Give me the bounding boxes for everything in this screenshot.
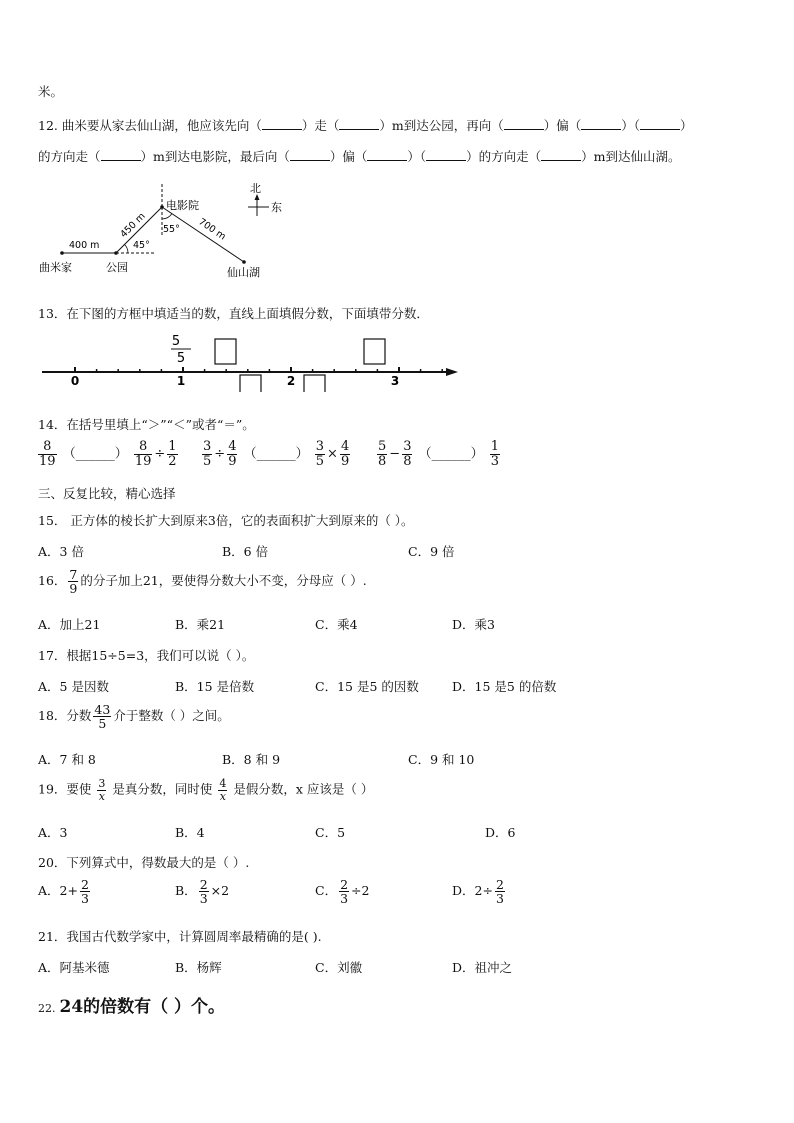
cinema-label: 电影院 bbox=[166, 199, 199, 212]
operator: − bbox=[389, 446, 401, 462]
compare-blank[interactable]: （______） bbox=[62, 446, 128, 462]
fraction: $\frac{7}{9}$ bbox=[69, 567, 78, 597]
fraction: $\frac{8}{19}$ bbox=[39, 439, 56, 469]
operator: ÷ bbox=[214, 446, 226, 462]
q13-text: 13．在下图的方框中填适当的数，直线上面填假分数，下面填带分数． bbox=[38, 306, 429, 321]
q19-post: 是假分数，x 应该是（ ） bbox=[233, 781, 374, 797]
q15-text: 15． 正方体的棱长扩大到原来3倍，它的表面积扩大到原来的（ ）。 bbox=[38, 513, 414, 528]
q12-blank[interactable] bbox=[101, 150, 141, 161]
angle-45-label: 45° bbox=[133, 240, 150, 251]
q12-blank[interactable] bbox=[262, 119, 302, 130]
tick-label-0: 0 bbox=[70, 374, 80, 388]
fraction: $\frac{5}{8}$ bbox=[378, 439, 387, 469]
lake-dot bbox=[242, 260, 246, 264]
q20-option-c[interactable]: C． $\frac{2}{3}$ ÷2 bbox=[315, 877, 370, 907]
q20-option-b[interactable]: B． $\frac{2}{3}$ ×2 bbox=[175, 877, 230, 907]
q16-option-a[interactable]: A．加上21 bbox=[38, 617, 101, 632]
q12-blank[interactable] bbox=[426, 150, 466, 161]
q12-blank[interactable] bbox=[504, 119, 544, 130]
q17-text: 17．根据15÷5=3，我们可以说（ ）。 bbox=[38, 648, 255, 663]
q14-text: 14．在括号里填上“＞”“＜”或者“＝”。 bbox=[38, 417, 255, 432]
dist-400: 400 m bbox=[69, 240, 100, 251]
prev-question-tail: 米。 bbox=[38, 84, 64, 99]
q22 bbox=[38, 992, 225, 1017]
tick-label-1: 1 bbox=[176, 374, 186, 388]
q13-number-line bbox=[38, 330, 468, 392]
q17-option-d[interactable]: D．15 是5 的倍数 bbox=[452, 679, 557, 694]
answer-box-above-1[interactable] bbox=[215, 339, 236, 364]
fraction: $\frac{8}{19}$ bbox=[134, 439, 152, 469]
q19-text bbox=[38, 778, 373, 802]
q18-pre: 18．分数 bbox=[38, 708, 92, 724]
east-label: 东 bbox=[271, 201, 282, 214]
q20-text: 20．下列算式中，得数最大的是（ ）. bbox=[38, 855, 250, 870]
q12-text-1d: ）偏（ bbox=[543, 118, 582, 133]
operator: ÷ bbox=[154, 446, 166, 462]
section-3-heading: 三、反复比较，精心选择 bbox=[38, 486, 176, 501]
axis-arrow-icon bbox=[446, 368, 458, 376]
park-label: 公园 bbox=[106, 261, 128, 274]
fraction: $\frac{4}{9}$ bbox=[340, 439, 350, 469]
q12-blank[interactable] bbox=[541, 150, 581, 161]
q14-item-1 bbox=[36, 440, 180, 468]
fraction: $\frac{1}{3}$ bbox=[490, 439, 500, 469]
q16-text bbox=[38, 568, 367, 595]
q12-line2 bbox=[38, 147, 681, 165]
q17-option-b[interactable]: B．15 是倍数 bbox=[175, 679, 255, 694]
q19-option-d[interactable]: D．6 bbox=[485, 825, 516, 840]
q15-option-b[interactable]: B．6 倍 bbox=[222, 544, 269, 559]
q16-stem: 的分子加上21，要使得分数大小不变，分母应（ ）. bbox=[80, 573, 367, 589]
q12-text-1f: ） bbox=[680, 118, 693, 133]
operator: × bbox=[327, 446, 338, 462]
fraction: $\frac{3}{8}$ bbox=[403, 439, 412, 469]
lake-label: 仙山湖 bbox=[227, 266, 260, 279]
q15-option-c[interactable]: C．9 倍 bbox=[408, 544, 455, 559]
q19-mid: 是真分数，同时使 bbox=[112, 781, 213, 797]
q12-text-2f: ）m到达仙山湖。 bbox=[581, 149, 681, 164]
q12-blank[interactable] bbox=[581, 119, 621, 130]
q21-option-a[interactable]: A．阿基米德 bbox=[38, 960, 110, 975]
q12-text-2d: ）（ bbox=[407, 149, 427, 164]
q19-option-c[interactable]: C．5 bbox=[315, 825, 346, 840]
frac-denominator: 5 bbox=[176, 351, 186, 366]
q12-text-2b: ）m到达电影院，最后向（ bbox=[140, 149, 290, 164]
fraction: $\frac{4}{9}$ bbox=[228, 439, 237, 469]
q19-option-b[interactable]: B．4 bbox=[175, 825, 205, 840]
q12-blank[interactable] bbox=[339, 119, 379, 130]
q21-option-d[interactable]: D．祖冲之 bbox=[452, 960, 513, 975]
q21-text: 21．我国古代数学家中，计算圆周率最精确的是( ). bbox=[38, 929, 322, 944]
q15-option-a[interactable]: A．3 倍 bbox=[38, 544, 84, 559]
fraction: $\frac{4}{x}$ bbox=[219, 777, 227, 803]
fraction: $\frac{43}{5}$ bbox=[94, 702, 111, 732]
home-dot bbox=[60, 251, 64, 255]
north-label: 北 bbox=[250, 182, 261, 195]
home-label: 曲米家 bbox=[39, 261, 72, 274]
q12-number: 12. bbox=[38, 118, 58, 133]
q18-text bbox=[38, 703, 230, 730]
fraction: $\frac{3}{x}$ bbox=[98, 777, 106, 803]
q20-option-d[interactable]: D．2÷ $\frac{2}{3}$ bbox=[452, 877, 504, 907]
q18-option-b[interactable]: B．8 和 9 bbox=[222, 752, 281, 767]
q12-blank[interactable] bbox=[367, 150, 407, 161]
compare-blank[interactable]: （______） bbox=[418, 446, 484, 462]
q16-option-d[interactable]: D．乘3 bbox=[452, 617, 495, 632]
tick-label-3: 3 bbox=[390, 374, 400, 388]
q14-item-3 bbox=[375, 440, 502, 468]
q12-text-1b: ）走（ bbox=[301, 118, 340, 133]
q16-option-c[interactable]: C．乘4 bbox=[315, 617, 358, 632]
dist-450: 450 m bbox=[118, 210, 148, 241]
angle-arc-45 bbox=[125, 245, 129, 254]
q22-number: 22. bbox=[38, 1002, 56, 1015]
angle-55-label: 55° bbox=[163, 224, 180, 235]
q12-route-map bbox=[36, 178, 306, 283]
tick-label-2: 2 bbox=[286, 374, 296, 388]
q12-blank[interactable] bbox=[290, 150, 330, 161]
q16-option-b[interactable]: B．乘21 bbox=[175, 617, 226, 632]
q20-option-a[interactable]: A．2+ $\frac{2}{3}$ bbox=[38, 877, 89, 907]
q16-number: 16． bbox=[38, 573, 67, 589]
q22-text: 24的倍数有（ ）个。 bbox=[59, 997, 226, 1017]
q18-post: 介于整数（ ）之间。 bbox=[113, 708, 230, 724]
compare-blank[interactable]: （______） bbox=[243, 446, 309, 462]
q12-text-1c: ）m到达公园，再向（ bbox=[379, 118, 504, 133]
q12-text-2a: 的方向走（ bbox=[38, 149, 101, 164]
dist-700: 700 m bbox=[196, 216, 228, 243]
q12-text-2e: ）的方向走（ bbox=[466, 149, 542, 164]
answer-box-above-2[interactable] bbox=[364, 339, 385, 364]
q12-blank[interactable] bbox=[640, 119, 680, 130]
q17-option-a[interactable]: A．5 是因数 bbox=[38, 679, 109, 694]
q17-option-c[interactable]: C．15 是5 的因数 bbox=[315, 679, 419, 694]
fraction: $\frac{3}{5}$ bbox=[203, 439, 212, 469]
answer-box-below-1[interactable] bbox=[240, 375, 261, 392]
q12-text-1a: 曲米要从家去仙山湖，他应该先向（ bbox=[61, 118, 262, 133]
q12-text-2c: ）偏（ bbox=[329, 149, 368, 164]
angle-arc-55 bbox=[162, 214, 172, 220]
q21-option-c[interactable]: C．刘徽 bbox=[315, 960, 363, 975]
fraction: $\frac{1}{2}$ bbox=[168, 439, 177, 469]
q18-option-c[interactable]: C．9 和 10 bbox=[408, 752, 475, 767]
q12-text-1e: ）（ bbox=[621, 118, 641, 133]
answer-box-below-2[interactable] bbox=[304, 375, 325, 392]
q19-option-a[interactable]: A．3 bbox=[38, 825, 68, 840]
fraction: $\frac{3}{5}$ bbox=[315, 439, 325, 469]
q12-line1 bbox=[38, 116, 693, 134]
q21-option-b[interactable]: B．杨辉 bbox=[175, 960, 222, 975]
q14-item-2 bbox=[200, 440, 352, 468]
q19-pre: 19．要使 bbox=[38, 781, 92, 797]
frac-numerator: 5 bbox=[171, 334, 181, 349]
q18-option-a[interactable]: A．7 和 8 bbox=[38, 752, 96, 767]
